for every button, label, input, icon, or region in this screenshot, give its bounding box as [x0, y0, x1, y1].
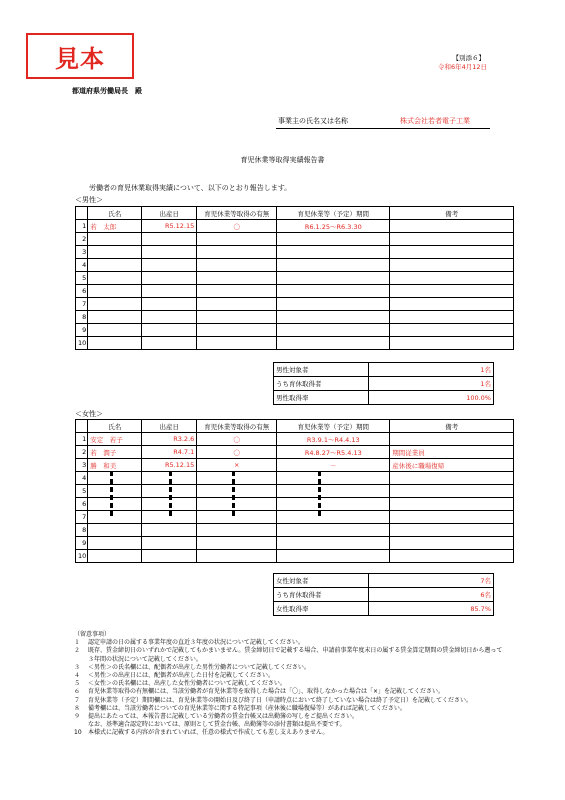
employer-label: 事業主の氏名又は名称	[278, 117, 348, 125]
cell-birth-date[interactable]: R5.12.15	[142, 220, 197, 233]
header-taken: 育児休業等取得の有無	[197, 207, 277, 220]
note-text: 育児休業等（予定）期間欄には、育児休業等の開始日及び終了日（申請時点において終了していない場合は終了予定日）を記載してください。	[88, 696, 473, 704]
cell-name[interactable]	[88, 246, 142, 259]
cell-birth-date[interactable]	[142, 311, 197, 324]
female-table	[75, 419, 514, 563]
cell-leave-taken[interactable]	[197, 324, 277, 337]
table-row	[76, 259, 514, 272]
summary-value[interactable]: 1名	[369, 363, 494, 377]
cell-birth-date[interactable]	[142, 246, 197, 259]
employer-name-line	[276, 113, 490, 129]
table-row	[76, 311, 514, 324]
summary-label: 男性対象者	[274, 363, 369, 377]
summary-label: うち育休取得者	[274, 377, 369, 391]
cell-leave-period[interactable]	[277, 311, 390, 324]
cell-leave-taken[interactable]: 〇	[197, 433, 277, 446]
summary-label: 女性取得率	[274, 602, 369, 616]
note-number: ４	[74, 672, 81, 680]
header-remarks: 備考	[390, 420, 514, 433]
row-number: 6	[76, 498, 88, 511]
cell-birth-date[interactable]	[142, 337, 197, 350]
cell-birth-date[interactable]	[142, 537, 197, 550]
cell-leave-period[interactable]: R4.8.27～R5.4.13	[277, 446, 390, 459]
note-item	[74, 688, 504, 696]
cell-leave-period[interactable]	[277, 324, 390, 337]
cell-leave-period[interactable]	[277, 472, 390, 485]
header-no	[76, 420, 88, 433]
cell-leave-taken[interactable]	[197, 285, 277, 298]
note-item	[74, 697, 504, 705]
cell-name[interactable]	[88, 337, 142, 350]
note-item	[74, 647, 504, 663]
summary-value[interactable]: 1名	[369, 377, 494, 391]
row-number: 9	[76, 324, 88, 337]
table-row	[76, 337, 514, 350]
cell-remarks[interactable]	[390, 498, 514, 511]
cell-leave-taken[interactable]	[197, 498, 277, 511]
cell-leave-period[interactable]	[277, 298, 390, 311]
cell-leave-taken[interactable]	[197, 550, 277, 563]
row-number: 9	[76, 537, 88, 550]
summary-label: うち育休取得者	[274, 588, 369, 602]
cell-leave-taken[interactable]: 〇	[197, 220, 277, 233]
cell-birth-date[interactable]	[142, 233, 197, 246]
table-row	[76, 485, 514, 498]
cell-remarks[interactable]	[390, 337, 514, 350]
cell-name[interactable]	[88, 259, 142, 272]
cell-remarks[interactable]	[390, 246, 514, 259]
table-row	[76, 246, 514, 259]
cell-birth-date[interactable]	[142, 324, 197, 337]
summary-value[interactable]: 7名	[369, 574, 494, 588]
continuation-dots-period	[318, 471, 321, 517]
note-text: 備考欄には、当該労働者についての育児休業等に関する特記事項（産休後に職場復帰等）があれば記載してください。	[88, 704, 406, 712]
row-number: 3	[76, 459, 88, 472]
cell-leave-period[interactable]	[277, 246, 390, 259]
table-row	[76, 233, 514, 246]
cell-remarks[interactable]	[390, 511, 514, 524]
cell-leave-period[interactable]	[277, 233, 390, 246]
table-row	[76, 498, 514, 511]
note-item	[74, 713, 504, 721]
table-row	[76, 446, 514, 459]
cell-remarks[interactable]	[390, 298, 514, 311]
cell-remarks[interactable]	[390, 433, 514, 446]
table-row	[76, 285, 514, 298]
cell-name[interactable]	[88, 498, 142, 511]
row-number: 2	[76, 233, 88, 246]
table-row	[76, 433, 514, 446]
cell-birth-date[interactable]: R3.2.6	[142, 433, 197, 446]
cell-name[interactable]: 勝 和美	[88, 459, 142, 472]
cell-remarks[interactable]: 産休後に職場復帰	[390, 459, 514, 472]
continuation-dots-birth	[169, 471, 172, 517]
note-number: 10	[74, 729, 82, 737]
row-number: 3	[76, 246, 88, 259]
header-period: 育児休業等（予定）期間	[277, 207, 390, 220]
male-table	[75, 206, 514, 350]
note-number: ８	[74, 704, 81, 712]
cell-remarks[interactable]	[390, 472, 514, 485]
cell-name[interactable]	[88, 472, 142, 485]
cell-name[interactable]	[88, 233, 142, 246]
sample-stamp: 見本	[26, 33, 134, 79]
table-row	[76, 298, 514, 311]
header-birth: 出産日	[142, 207, 197, 220]
note-number: ６	[74, 688, 81, 696]
female-table-header	[76, 420, 514, 433]
cell-leave-taken[interactable]: 〇	[197, 446, 277, 459]
cell-leave-period[interactable]	[277, 550, 390, 563]
note-text: 既存、賃金締切日のいずれかで記載してもかまいません。賃金締切日で記載する場合、申請前事業年度末日の属する賃金算定期間の賃金締切日から遡って３年間の状況について記載してください。	[88, 647, 503, 663]
note-text: 提出にあたっては、本報告書に記載している労働者の賃金台帳又は出勤簿の写しをご提出ください。	[88, 713, 359, 721]
cell-name[interactable]	[88, 550, 142, 563]
summary-value[interactable]: 6名	[369, 588, 494, 602]
cell-remarks[interactable]	[390, 550, 514, 563]
cell-leave-taken[interactable]	[197, 511, 277, 524]
header-remarks: 備考	[390, 207, 514, 220]
row-number: 8	[76, 524, 88, 537]
cell-name[interactable]: 安定 若子	[88, 433, 142, 446]
note-number: ７	[74, 696, 81, 704]
cell-leave-taken[interactable]	[197, 272, 277, 285]
cell-leave-taken[interactable]	[197, 311, 277, 324]
header-period: 育児休業等（予定）期間	[277, 420, 390, 433]
cell-leave-period[interactable]	[277, 337, 390, 350]
row-number: 8	[76, 311, 88, 324]
row-number: 5	[76, 272, 88, 285]
summary-row	[274, 588, 494, 602]
cell-leave-period[interactable]: R3.9.1～R4.4.13	[277, 433, 390, 446]
cell-name[interactable]: 若 潤子	[88, 446, 142, 459]
cell-birth-date[interactable]: R4.7.1	[142, 446, 197, 459]
header-no	[76, 207, 88, 220]
row-number: 2	[76, 446, 88, 459]
notes-section	[74, 631, 504, 738]
cell-name[interactable]	[88, 311, 142, 324]
intro-text: 労働者の育児休業取得実績について、以下のとおり報告します。	[89, 184, 292, 192]
note-item	[74, 672, 504, 680]
table-row	[76, 324, 514, 337]
summary-row	[274, 377, 494, 391]
cell-remarks[interactable]	[390, 220, 514, 233]
table-row	[76, 511, 514, 524]
cell-name[interactable]	[88, 485, 142, 498]
header-taken: 育児休業等取得の有無	[197, 420, 277, 433]
note-number: ２	[74, 647, 81, 655]
summary-label: 男性取得率	[274, 391, 369, 405]
male-summary	[273, 362, 494, 405]
cell-birth-date[interactable]	[142, 298, 197, 311]
cell-name[interactable]	[88, 537, 142, 550]
cell-remarks[interactable]	[390, 324, 514, 337]
note-text: ＜男性＞の氏名欄には、配偶者が出産した男性労働者について記載してください。	[88, 663, 310, 671]
cell-birth-date[interactable]	[142, 285, 197, 298]
cell-remarks[interactable]	[390, 285, 514, 298]
cell-name[interactable]	[88, 298, 142, 311]
header-birth: 出産日	[142, 420, 197, 433]
summary-row	[274, 574, 494, 588]
employer-value[interactable]: 株式会社若者電子工業	[400, 117, 470, 125]
cell-leave-period[interactable]	[277, 272, 390, 285]
table-row	[76, 472, 514, 485]
document-title: 育児休業等取得実績報告書	[240, 156, 325, 164]
female-summary	[273, 573, 494, 616]
summary-label: 女性対象者	[274, 574, 369, 588]
cell-remarks[interactable]	[390, 537, 514, 550]
note-text: なお、基準適合認定時においては、原則として賃金台帳、出勤簿等の添付書類は提出不要です。	[88, 721, 346, 729]
cell-leave-taken[interactable]	[197, 472, 277, 485]
table-row	[76, 524, 514, 537]
notes-title: （留意事項）	[74, 631, 111, 638]
summary-value[interactable]: 85.7%	[369, 602, 494, 616]
summary-value[interactable]: 100.0%	[369, 391, 494, 405]
row-number: 10	[76, 337, 88, 350]
header-name: 氏名	[88, 207, 142, 220]
table-row	[76, 550, 514, 563]
cell-name[interactable]	[88, 285, 142, 298]
note-number: ３	[74, 663, 81, 671]
cell-birth-date[interactable]	[142, 259, 197, 272]
note-item	[74, 729, 504, 737]
summary-row	[274, 602, 494, 616]
cell-leave-taken[interactable]	[197, 537, 277, 550]
cell-remarks[interactable]	[390, 259, 514, 272]
female-section-label: ＜女性＞	[75, 410, 103, 418]
note-number	[74, 721, 88, 729]
row-number: 1	[76, 220, 88, 233]
male-table-header	[76, 207, 514, 220]
row-number: 7	[76, 511, 88, 524]
cell-leave-taken[interactable]: ×	[197, 459, 277, 472]
note-text: 本様式に記載する内容が含まれていれば、任意の様式で作成しても差し支えありません。	[88, 729, 329, 737]
male-section-label: ＜男性＞	[75, 196, 103, 204]
cell-leave-taken[interactable]	[197, 259, 277, 272]
table-row	[76, 459, 514, 472]
cell-birth-date[interactable]: R5.12.15	[142, 459, 197, 472]
note-text: ＜男性＞の出産日には、配偶者が出産した日付を記載してください。	[88, 672, 275, 680]
cell-leave-taken[interactable]	[197, 524, 277, 537]
note-text: ＜女性＞の氏名欄には、出産した女性労働者について記載してください。	[88, 680, 286, 688]
row-number: 5	[76, 485, 88, 498]
note-number: ５	[74, 680, 81, 688]
row-number: 1	[76, 433, 88, 446]
row-number: 4	[76, 259, 88, 272]
note-text: 認定申請の日の属する事業年度の直近３年度の状況について記載してください。	[88, 639, 304, 647]
cell-leave-taken[interactable]	[197, 233, 277, 246]
row-number: 4	[76, 472, 88, 485]
cell-remarks[interactable]	[390, 233, 514, 246]
cell-leave-period[interactable]	[277, 524, 390, 537]
cell-remarks[interactable]: 期間従業員	[390, 446, 514, 459]
cell-leave-period[interactable]	[277, 285, 390, 298]
cell-remarks[interactable]	[390, 272, 514, 285]
cell-leave-period[interactable]	[277, 259, 390, 272]
row-number: 7	[76, 298, 88, 311]
table-row	[76, 272, 514, 285]
summary-row	[274, 363, 494, 377]
cell-birth-date[interactable]	[142, 272, 197, 285]
continuation-dots-name	[110, 471, 113, 517]
form-number: 【別添６】	[452, 54, 485, 62]
cell-leave-period[interactable]: －	[277, 459, 390, 472]
continuation-dots-taken	[232, 471, 235, 517]
table-row	[76, 220, 514, 233]
cell-leave-period[interactable]	[277, 485, 390, 498]
cell-leave-taken[interactable]	[197, 298, 277, 311]
note-item	[74, 664, 504, 672]
cell-leave-period[interactable]	[277, 498, 390, 511]
cell-leave-taken[interactable]	[197, 485, 277, 498]
cell-name[interactable]	[88, 524, 142, 537]
row-number: 10	[76, 550, 88, 563]
addressee: 都道府県労働局長 殿	[72, 87, 142, 95]
cell-name[interactable]: 若 太郎	[88, 220, 142, 233]
table-row	[76, 537, 514, 550]
cell-name[interactable]	[88, 272, 142, 285]
cell-leave-taken[interactable]	[197, 337, 277, 350]
cell-remarks[interactable]	[390, 485, 514, 498]
row-number: 6	[76, 285, 88, 298]
cell-leave-period[interactable]	[277, 537, 390, 550]
cell-leave-taken[interactable]	[197, 246, 277, 259]
summary-row	[274, 391, 494, 405]
cell-leave-period[interactable]	[277, 511, 390, 524]
note-item	[74, 705, 504, 713]
cell-name[interactable]	[88, 511, 142, 524]
note-number: ９	[74, 713, 81, 721]
document-date: 令和6年4月12日	[437, 63, 487, 71]
cell-name[interactable]	[88, 324, 142, 337]
note-text: 育児休業等取得の有無欄には、当該労働者が育児休業等を取得した場合は「〇」、取得しなかった場合は「×」を記載してください。	[88, 688, 445, 696]
cell-remarks[interactable]	[390, 311, 514, 324]
cell-remarks[interactable]	[390, 524, 514, 537]
note-number: １	[74, 639, 81, 647]
header-name: 氏名	[88, 420, 142, 433]
cell-leave-period[interactable]: R6.1.25～R6.3.30	[277, 220, 390, 233]
cell-birth-date[interactable]	[142, 550, 197, 563]
cell-birth-date[interactable]	[142, 524, 197, 537]
